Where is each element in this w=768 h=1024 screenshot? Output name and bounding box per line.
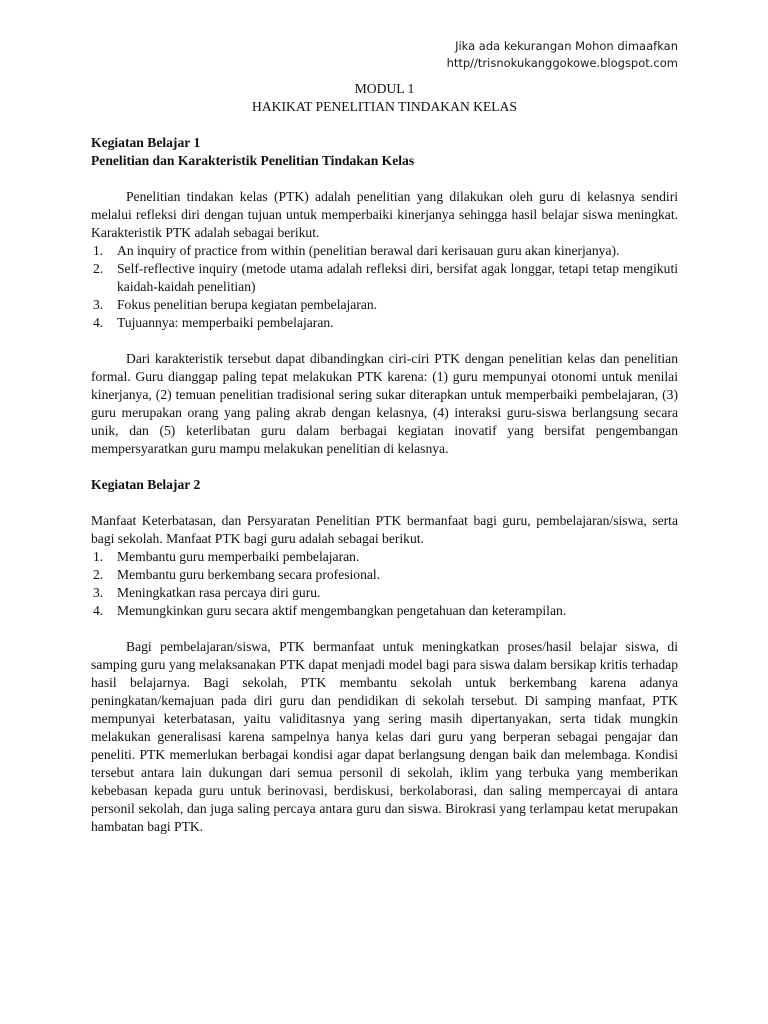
- list-item: [91, 584, 678, 602]
- list-item-text: Membantu guru berkembang secara profesional.: [117, 567, 381, 582]
- document-body: [91, 80, 678, 836]
- header-note-line-2: http//trisnokukanggokowe.blogspot.com: [446, 56, 678, 70]
- list-item-number: 3.: [93, 585, 104, 600]
- kb1-paragraph-2: Dari karakteristik tersebut dapat dibandingkan ciri-ciri PTK dengan penelitian kelas dan penelitian formal. Guru dianggap paling tepat melakukan PTK karena: (1) guru mempunyai otonomi untuk menilai kinerjanya, (2) temuan penelitian tradisional sering sukar diterapkan untuk memperbaiki pembelajaran, (3) guru merupakan orang yang paling akrab dengan kelasnya, (4) interaksi guru-siswa berlangsung secara unik, dan (5) keterlibatan guru dalam berbagai kegiatan inovatif yang bersifat pengembangan mempersyaratkan guru mampu melakukan penelitian di kelasnya.: [91, 351, 678, 456]
- list-item-text: Self-reflective inquiry (metode utama adalah refleksi diri, bersifat agak longgar, tetapi tetap mengikuti kaidah-kaidah penelitian): [117, 261, 678, 294]
- list-item: [91, 548, 678, 566]
- kb2-paragraph-1: Manfaat Keterbatasan, dan Persyaratan Penelitian PTK bermanfaat bagi guru, pembelajaran/siswa, serta bagi sekolah. Manfaat PTK bagi guru adalah sebagai berikut.: [91, 513, 678, 546]
- list-item-number: 2.: [93, 567, 104, 582]
- kb1-paragraph-1: Penelitian tindakan kelas (PTK) adalah penelitian yang dilakukan oleh guru di kelasnya sendiri melalui refleksi diri dengan tujuan untuk memperbaiki kinerjanya sehingga hasil belajar siswa meningkat. Karakteristik PTK adalah sebagai berikut.: [91, 189, 678, 240]
- module-number: MODUL 1: [354, 81, 415, 96]
- header-note-line-1: Jika ada kekurangan Mohon dimaafkan: [455, 39, 678, 53]
- list-item-number: 1.: [93, 549, 104, 564]
- list-item: [91, 260, 678, 296]
- header-note: [447, 38, 678, 72]
- list-item-number: 4.: [93, 315, 104, 330]
- list-item-text: Tujuannya: memperbaiki pembelajaran.: [117, 315, 334, 330]
- list-item-text: An inquiry of practice from within (penelitian berawal dari kerisauan guru akan kinerjanya).: [117, 243, 620, 258]
- kb2-heading: Kegiatan Belajar 2: [91, 477, 201, 492]
- list-item-text: Memungkinkan guru secara aktif mengembangkan pengetahuan dan keterampilan.: [117, 603, 567, 618]
- kb1-heading: Kegiatan Belajar 1: [91, 135, 201, 150]
- list-item-number: 1.: [93, 243, 104, 258]
- list-item-text: Fokus penelitian berupa kegiatan pembelajaran.: [117, 297, 378, 312]
- list-item: [91, 242, 678, 260]
- list-item-text: Meningkatkan rasa percaya diri guru.: [117, 585, 321, 600]
- list-item-number: 2.: [93, 261, 104, 276]
- list-item-number: 4.: [93, 603, 104, 618]
- module-title: HAKIKAT PENELITIAN TINDAKAN KELAS: [252, 99, 517, 114]
- list-item: [91, 296, 678, 314]
- list-item-number: 3.: [93, 297, 104, 312]
- list-item: [91, 314, 678, 332]
- list-item-text: Membantu guru memperbaiki pembelajaran.: [117, 549, 360, 564]
- list-item: [91, 566, 678, 584]
- kb1-subheading: Penelitian dan Karakteristik Penelitian Tindakan Kelas: [91, 153, 415, 168]
- kb1-characteristics-list: [91, 242, 678, 332]
- kb2-paragraph-2: Bagi pembelajaran/siswa, PTK bermanfaat untuk meningkatkan proses/hasil belajar siswa, di samping guru yang melaksanakan PTK dapat menjadi model bagi para siswa dalam bersikap kritis terhadap hasil belajarnya. Bagi sekolah, PTK membantu sekolah untuk berkembang karena adanya peningkatan/kemajuan pada diri guru dan pendidikan di sekolah tersebut. Di samping manfaat, PTK mempunyai keterbatasan, yaitu validitasnya yang sering masih dipertanyakan, serta tidak mungkin melakukan generalisasi karena sampelnya hanya kelas dari guru yang berperan sebagai pengajar dan peneliti. PTK memerlukan berbagai kondisi agar dapat berlangsung dengan baik dan melembaga. Kondisi tersebut antara lain dukungan dari semua personil di sekolah, iklim yang terbuka yang memberikan kebebasan kepada guru untuk berinovasi, berdiskusi, berkolaborasi, dan saling mempercayai di antara personil sekolah, dan juga saling percaya antara guru dan siswa. Birokrasi yang terlampau ketat merupakan hambatan bagi PTK.: [91, 639, 678, 834]
- kb2-benefits-list: [91, 548, 678, 620]
- list-item: [91, 602, 678, 620]
